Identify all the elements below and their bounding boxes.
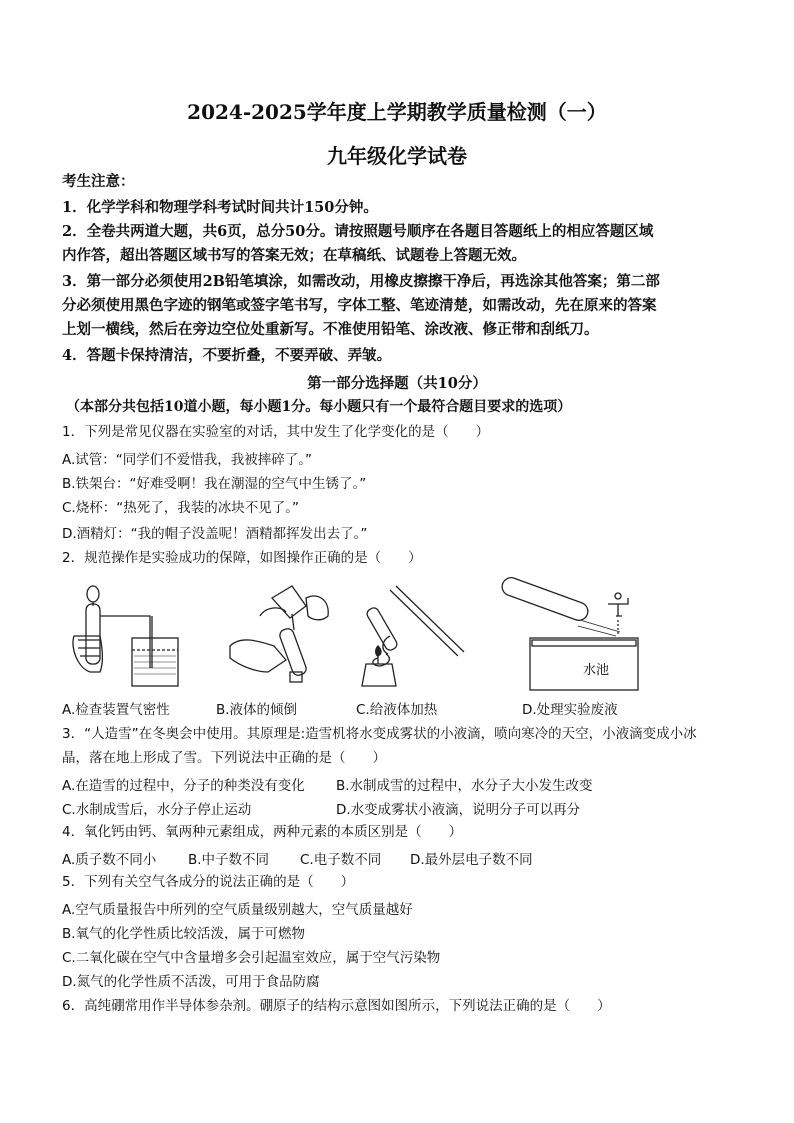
q2-lab-figure xyxy=(60,576,640,692)
notice-line-6: 上划一横线，然后在旁边空位处重新写。不准使用铅笔、涂改液、修正带和刮纸刀。 xyxy=(62,321,599,338)
q4-option-d: D.最外层电子数不同 xyxy=(410,852,533,868)
q5-option-b: B.氧气的化学性质比较活泼，属于可燃物 xyxy=(62,926,306,942)
notice-line-7: 4．答题卡保持清洁，不要折叠，不要弄破、弄皱。 xyxy=(62,347,392,364)
q3-option-c: C.水制成雪后，水分子停止运动 xyxy=(62,802,252,818)
q4-stem: 4．氧化钙由钙、氧两种元素组成，两种元素的本质区别是（ ） xyxy=(62,824,463,840)
q5-option-d: D.氮气的化学性质不活泼，可用于食品防腐 xyxy=(62,974,320,990)
q4-option-b: B.中子数不同 xyxy=(188,852,270,868)
q2-option-a: A.检查装置气密性 xyxy=(62,702,170,718)
sink-label: 水池 xyxy=(582,663,610,678)
q1-option-b: B.铁架台：“好难受啊！我在潮湿的空气中生锈了。” xyxy=(62,476,367,492)
q3-option-d: D.水变成雾状小液滴，说明分子可以再分 xyxy=(336,802,581,818)
airtightness-setup-icon xyxy=(73,586,178,686)
q2-option-d: D.处理实验废液 xyxy=(522,702,618,718)
q1-stem: 1．下列是常见仪器在实验室的对话，其中发生了化学变化的是（ ） xyxy=(62,424,490,440)
q3-option-a: A.在造雪的过程中，分子的种类没有变化 xyxy=(62,778,305,794)
q1-option-c: C.烧杯：“热死了，我装的冰块不见了。” xyxy=(62,500,299,516)
heating-liquid-icon xyxy=(362,586,464,686)
q2-stem: 2．规范操作是实验成功的保障，如图操作正确的是（ ） xyxy=(62,550,422,566)
notice-line-4: 3．第一部分必须使用2B铅笔填涂，如需改动，用橡皮擦擦干净后，再选涂其他答案；第二部 xyxy=(62,273,660,290)
exam-subtitle: 九年级化学试卷 xyxy=(327,144,467,168)
q2-option-c: C.给液体加热 xyxy=(356,702,438,718)
q4-option-c: C.电子数不同 xyxy=(300,852,382,868)
q3-stem-line-2: 晶，落在地上形成了雪。下列说法中正确的是（ ） xyxy=(62,750,386,766)
notice-line-2: 2．全卷共两道大题，共6页，总分50分。请按照题号顺序在各题目答题纸上的相应答题区域 xyxy=(62,223,654,240)
notice-line-3: 内作答，超出答题区域书写的答案无效；在草稿纸、试题卷上答题无效。 xyxy=(62,247,526,264)
q3-option-b: B.水制成雪的过程中，水分子大小发生改变 xyxy=(336,778,593,794)
q5-option-a: A.空气质量报告中所列的空气质量级别越大，空气质量越好 xyxy=(62,902,413,918)
notice-line-5: 分必须使用黑色字迹的钢笔或签字笔书写，字体工整、笔迹清楚，如需改动，先在原来的答案 xyxy=(62,297,657,314)
q2-option-b: B.液体的倾倒 xyxy=(216,702,298,718)
section-note: （本部分共包括10道小题，每小题1分。每小题只有一个最符合题目要求的选项） xyxy=(66,399,572,415)
notice-heading: 考生注意： xyxy=(62,173,135,190)
exam-title: 2024-2025学年度上学期教学质量检测（一） xyxy=(187,100,607,124)
notice-line-1: 1．化学学科和物理学科考试时间共计150分钟。 xyxy=(62,199,378,216)
q1-option-d: D.酒精灯：“我的帽子没盖呢！酒精都挥发出去了。” xyxy=(62,526,368,542)
q4-option-a: A.质子数不同小 xyxy=(62,852,157,868)
q3-stem-line-1: 3．“人造雪”在冬奥会中使用。其原理是:造雪机将水变成雾状的小液滴，喷向寒冷的天空，小液滴变成小冰 xyxy=(62,726,697,742)
q1-option-a: A.试管：“同学们不爱惜我，我被摔碎了。” xyxy=(62,452,313,468)
pouring-liquid-icon xyxy=(230,586,328,682)
q6-stem: 6．高纯硼常用作半导体参杂剂。硼原子的结构示意图如图所示，下列说法正确的是（ ） xyxy=(62,998,611,1014)
waste-disposal-icon xyxy=(500,576,638,690)
q5-stem: 5．下列有关空气各成分的说法正确的是（ ） xyxy=(62,874,355,890)
section-title: 第一部分选择题（共10分） xyxy=(307,375,487,392)
q5-option-c: C.二氧化碳在空气中含量增多会引起温室效应，属于空气污染物 xyxy=(62,950,441,966)
